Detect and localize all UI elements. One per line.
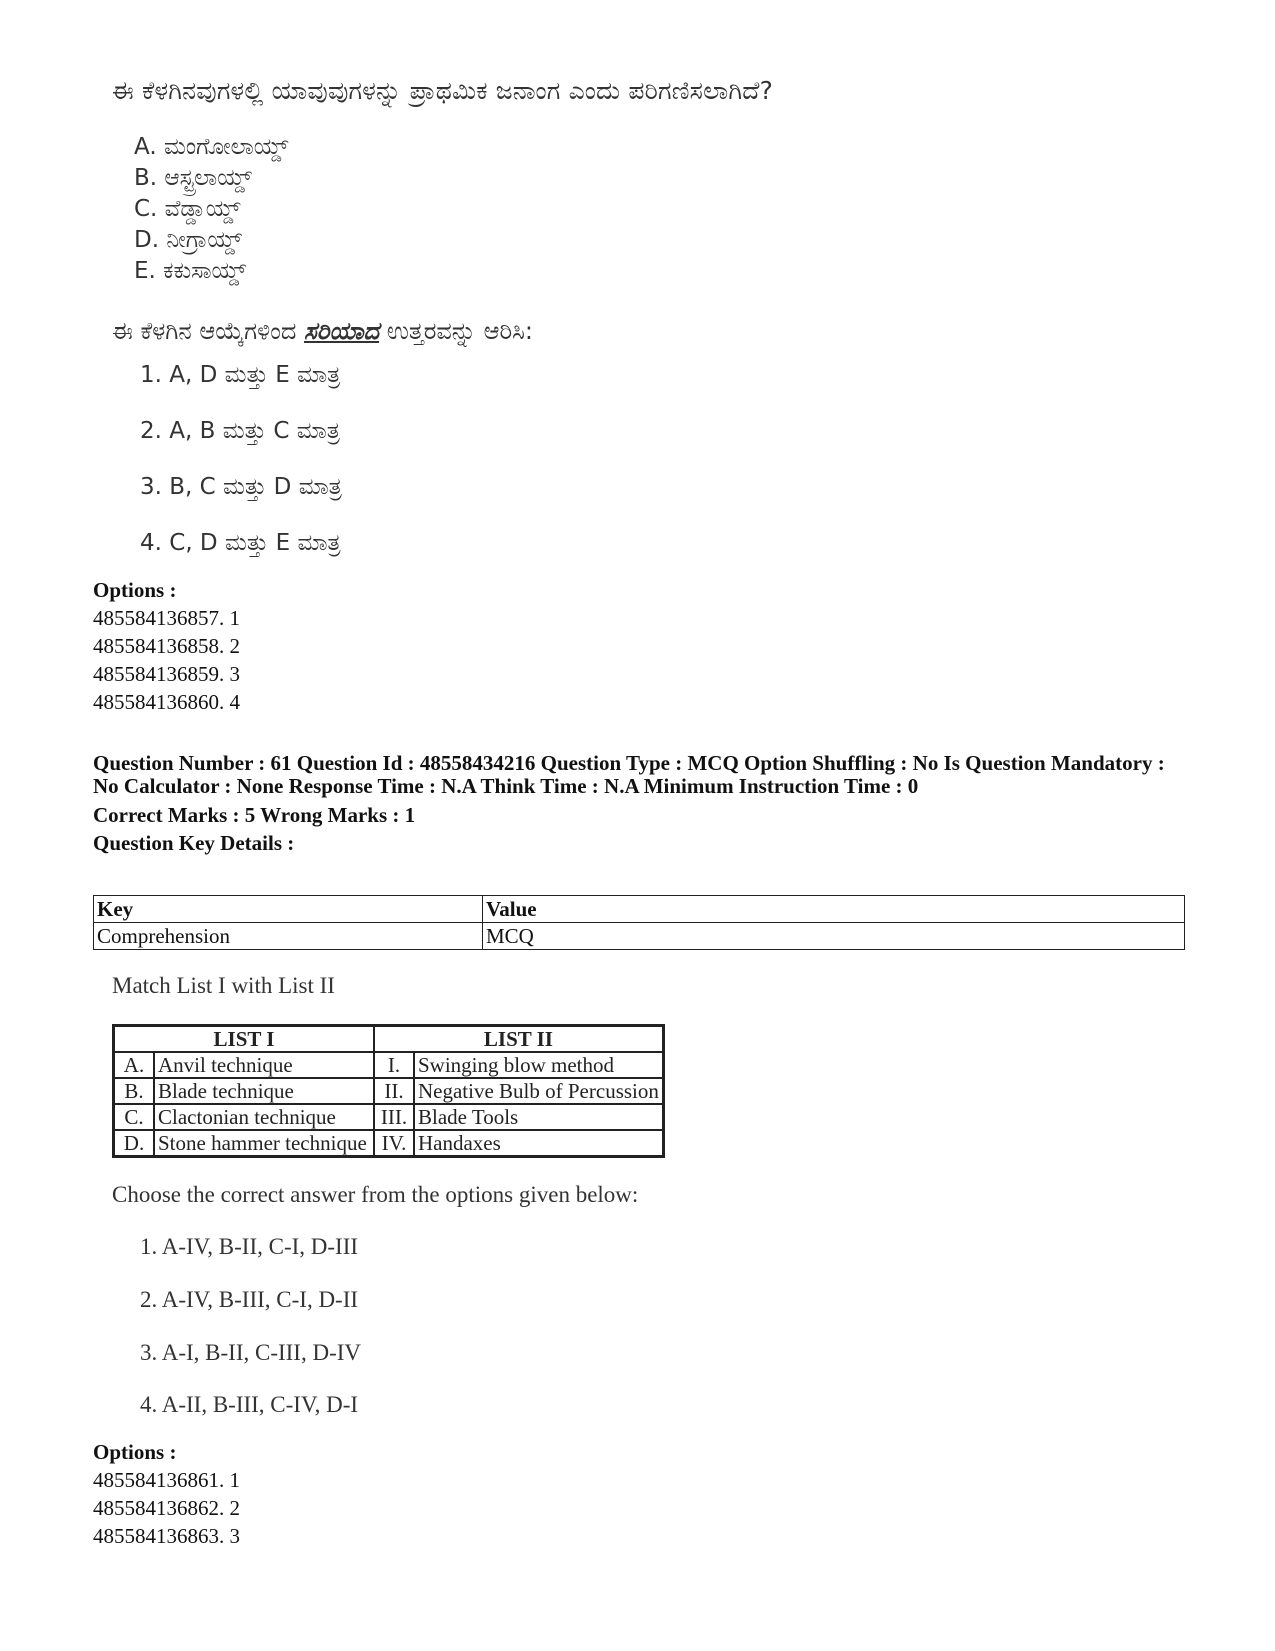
list-i-item: Clactonian technique (154, 1104, 374, 1130)
question-meta-line: Question Number : 61 Question Id : 48558434216 Question Type : MCQ Option Shuffling : No Is Question Mandatory : (93, 751, 1165, 775)
table-row (114, 1130, 664, 1157)
answer-choice: 1. A, D ಮತ್ತು E ಮಾತ್ರ (140, 362, 341, 388)
answer-choice: 2. A, B ಮತ್ತು C ಮಾತ್ರ (140, 418, 340, 444)
match-list-title: Match List I with List II (112, 973, 335, 998)
table-row (114, 1078, 664, 1104)
answer-choice: 2. A-IV, B-III, C-I, D-II (140, 1287, 359, 1312)
list-numeral: IV. (374, 1130, 414, 1157)
choose-prefix: ಈ ಕೆಳಗಿನ ಆಯ್ಕೆಗಳಿಂದ (112, 317, 304, 345)
table-row (94, 923, 1185, 950)
option-line: 485584136857. 1 (93, 606, 240, 630)
marks-line: Correct Marks : 5 Wrong Marks : 1 (93, 803, 416, 827)
table-header-cell: Value (483, 896, 1185, 923)
options-label: Options : (93, 1440, 177, 1464)
table-header-cell: Key (94, 896, 483, 923)
option-line: 485584136860. 4 (93, 690, 240, 714)
answer-choice: 4. A-II, B-III, C-IV, D-I (140, 1392, 359, 1417)
list-letter: D. (114, 1130, 155, 1157)
list-letter: A. (114, 1052, 155, 1078)
list-numeral: I. (374, 1052, 414, 1078)
answer-choice: 3. B, C ಮತ್ತು D ಮಾತ್ರ (140, 474, 342, 500)
statement-item: A. ಮಂಗೋಲಾಯ್ಡ್ (134, 134, 289, 160)
answer-choice: 1. A-IV, B-II, C-I, D-III (140, 1234, 359, 1259)
option-line: 485584136859. 3 (93, 662, 240, 686)
question-meta-line: No Calculator : None Response Time : N.A Think Time : N.A Minimum Instruction Time : 0 (93, 774, 919, 798)
table-header-row (94, 896, 1185, 923)
statement-item: B. ಆಸ್ಟ್ರಲಾಯ್ಡ್ (134, 165, 252, 191)
list-ii-item: Handaxes (414, 1130, 663, 1157)
list-numeral: III. (374, 1104, 414, 1130)
statement-item: D. ನೀಗ್ರಾಯ್ಡ್ (134, 227, 243, 253)
table-cell: Comprehension (94, 923, 483, 950)
statement-item: E. ಕಕುಸಾಯ್ಡ್ (134, 258, 247, 284)
option-line: 485584136858. 2 (93, 634, 240, 658)
list-ii-item: Blade Tools (414, 1104, 663, 1130)
choose-suffix: ಉತ್ತರವನ್ನು ಆರಿಸಿ: (379, 317, 533, 345)
list-header: LIST II (374, 1026, 663, 1053)
table-row (114, 1052, 664, 1078)
match-list-table (112, 1024, 665, 1158)
answer-choice: 4. C, D ಮತ್ತು E ಮಾತ್ರ (140, 530, 341, 556)
options-label: Options : (93, 578, 177, 602)
option-line: 485584136862. 2 (93, 1496, 240, 1520)
question-meta (93, 752, 1193, 798)
list-i-item: Anvil technique (154, 1052, 374, 1078)
list-header-row (114, 1026, 664, 1053)
choose-emphasis: ಸರಿಯಾದ (303, 317, 380, 345)
table-cell: MCQ (483, 923, 1185, 950)
list-i-item: Blade technique (154, 1078, 374, 1104)
question-stem-kannada: ಈ ಕೆಳಗಿನವುಗಳಲ್ಲಿ ಯಾವುವುಗಳನ್ನು ಪ್ರಾಥಮಿಕ ಜನಾಂಗ ಎಂದು ಪರಿಗಣಿಸಲಾಗಿದೆ? (112, 76, 774, 105)
list-ii-item: Negative Bulb of Percussion (414, 1078, 663, 1104)
list-letter: B. (114, 1078, 155, 1104)
choose-instruction: Choose the correct answer from the options given below: (112, 1182, 639, 1207)
statement-list (134, 132, 288, 287)
table-row (114, 1104, 664, 1130)
list-letter: C. (114, 1104, 155, 1130)
list-i-item: Stone hammer technique (154, 1130, 374, 1157)
key-details-table (93, 895, 1185, 950)
list-numeral: II. (374, 1078, 414, 1104)
answer-choice: 3. A-I, B-II, C-III, D-IV (140, 1340, 361, 1365)
list-header: LIST I (114, 1026, 375, 1053)
choose-instruction-kannada (112, 317, 533, 345)
option-line: 485584136861. 1 (93, 1468, 240, 1492)
statement-item: C. ವೆಡ್ಡಾಯ್ಡ್ (134, 196, 241, 222)
option-line: 485584136863. 3 (93, 1524, 240, 1548)
key-details-label: Question Key Details : (93, 831, 295, 855)
list-ii-item: Swinging blow method (414, 1052, 663, 1078)
